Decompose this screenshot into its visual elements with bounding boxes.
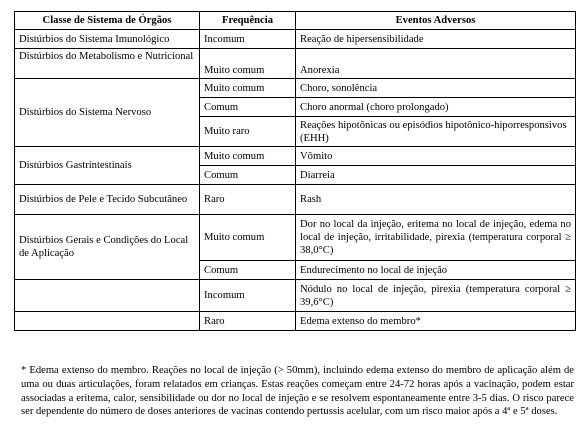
- event-cell: Reações hipotônicas ou episódios hipotônico-hiporresponsivos (EHH): [296, 117, 576, 147]
- frequency-cell: Comum: [200, 166, 296, 185]
- event-cell: Anorexia: [296, 49, 576, 79]
- table-row: [15, 49, 576, 79]
- system-cell: Distúrbios Gastrintestinais: [15, 147, 200, 185]
- adverse-events-table: [14, 11, 576, 331]
- system-cell: Distúrbios de Pele e Tecido Subcutâneo: [15, 185, 200, 215]
- table-row: [15, 147, 576, 166]
- event-cell: Endurecimento no local de injeção: [296, 261, 576, 280]
- system-cell-empty: [15, 280, 200, 312]
- event-cell: Edema extenso do membro*: [296, 312, 576, 331]
- frequency-cell: Raro: [200, 312, 296, 331]
- system-cell: Distúrbios do Metabolismo e Nutricional: [15, 49, 200, 79]
- header-adverse-events: Eventos Adversos: [296, 12, 576, 30]
- event-cell: Choro, sonolência: [296, 79, 576, 98]
- system-cell: Distúrbios do Sistema Nervoso: [15, 79, 200, 147]
- header-organ-class: Classe de Sistema de Órgãos: [15, 12, 200, 30]
- frequency-cell: Raro: [200, 185, 296, 215]
- frequency-cell: Muito comum: [200, 147, 296, 166]
- footnote: * Edema extenso do membro. Reações no local de injeção (> 50mm), incluindo edema extenso do membro de aplicação além de uma ou duas articulações, foram relatados em crianças. Estas reações começam entre 24-72 horas após a vacinação, podem estar associadas a eritema, calor, sensibilidade ou dor no local de injeção e se resolvem espontaneamente entre 3-5 dias. O risco parece ser dependente do número de doses anteriores de vacinas contendo pertussis acelular, com um risco maior após a 4ª e 5ª doses.: [21, 365, 574, 418]
- event-cell: Diarreia: [296, 166, 576, 185]
- frequency-cell: Muito comum: [200, 215, 296, 261]
- frequency-cell: Incomum: [200, 30, 296, 49]
- header-frequency: Frequência: [200, 12, 296, 30]
- frequency-cell: Comum: [200, 98, 296, 117]
- table-row: [15, 30, 576, 49]
- table-row: [15, 79, 576, 98]
- system-cell: Distúrbios do Sistema Imunológico: [15, 30, 200, 49]
- table-header-row: [15, 12, 576, 30]
- event-cell: Nódulo no local de injeção, pirexia (temperatura corporal ≥ 39,6°C): [296, 280, 576, 312]
- event-cell: Rash: [296, 185, 576, 215]
- event-cell: Vômito: [296, 147, 576, 166]
- event-cell: Choro anormal (choro prolongado): [296, 98, 576, 117]
- frequency-cell: Muito raro: [200, 117, 296, 147]
- frequency-cell: Muito comum: [200, 49, 296, 79]
- table-row: [15, 312, 576, 331]
- frequency-cell: Comum: [200, 261, 296, 280]
- event-cell: Reação de hipersensibilidade: [296, 30, 576, 49]
- system-cell-empty: [15, 312, 200, 331]
- frequency-cell: Muito comum: [200, 79, 296, 98]
- table-row: [15, 185, 576, 215]
- event-cell: Dor no local da injeção, eritema no local de injeção, edema no local de injeção, irritabilidade, pirexia (temperatura corporal ≥ 38,0°C): [296, 215, 576, 261]
- table-row: [15, 215, 576, 261]
- frequency-cell: Incomum: [200, 280, 296, 312]
- system-cell: Distúrbios Gerais e Condições do Local de Aplicação: [15, 215, 200, 280]
- table-row: [15, 280, 576, 312]
